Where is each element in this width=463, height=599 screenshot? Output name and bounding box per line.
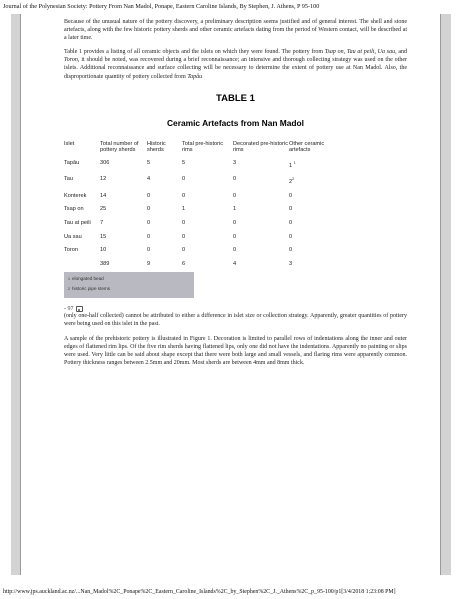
table-cell: 0 <box>289 233 293 240</box>
table-cell: 0 <box>182 192 186 199</box>
table-cell: 0 <box>233 247 237 254</box>
table-cell: 0 <box>147 247 151 254</box>
table-cell: 15 <box>100 233 107 240</box>
column-header: Historic sherds <box>147 140 166 154</box>
islet-name-toron: Toron, <box>64 57 80 64</box>
table-cell: 1 <box>182 206 186 213</box>
column-header: Total pre-historic rims <box>182 140 224 154</box>
table-cell: 0 <box>182 219 186 226</box>
article-content <box>64 18 407 373</box>
intro-paragraph: Because of the unusual nature of the pottery discovery, a preliminary description seems justified and of general interest. The shell and stone artefacts, along with the few historic pottery sherds and other ceramic artefacts dating from the period of Western contact, will be described at a later time. <box>64 19 407 42</box>
table-cell: Tapâu <box>64 159 80 166</box>
table-row <box>64 193 329 207</box>
table-row <box>64 247 329 261</box>
table-row <box>64 206 329 220</box>
page-number: - 97 <box>64 306 74 313</box>
table-cell: 0 <box>147 219 151 226</box>
table-header-row <box>64 141 329 160</box>
table-row <box>64 160 329 176</box>
table-cell: 12 <box>100 176 107 183</box>
table-cell: Toron <box>64 247 78 254</box>
table-row <box>64 234 329 248</box>
cell-value: 1 <box>289 162 293 169</box>
table-cell: 7 <box>100 219 104 226</box>
table-title: Ceramic Artefacts from Nan Madol <box>167 117 304 128</box>
table-cell <box>289 176 329 192</box>
camera-icon[interactable] <box>76 306 83 312</box>
column-header: Decorated pre-historic rims <box>233 140 289 154</box>
legend-text: elongated bead <box>72 276 104 282</box>
cell-value: 2 <box>289 179 293 186</box>
footnote-link[interactable]: 2 <box>292 177 295 182</box>
table-cell: Tau <box>64 176 74 183</box>
table-cell: 389 <box>100 260 110 267</box>
table-cell: 0 <box>233 176 237 183</box>
paragraph-text: it should be noted, was recovered during a brief reconnaissance; an intensive and thorough collecting strategy was used on the other islets. Additional reconnaissance and surface collecting will be necessary to determine the extent of pottery use at Nan Madol. Also, the disproportionate quantity of pottery collected from <box>64 57 407 80</box>
table-cell: 9 <box>147 260 151 267</box>
legend-mark: 2 <box>68 287 70 292</box>
table-cell: 4 <box>233 260 237 267</box>
continuation-paragraph: (only one-half collected) cannot be attributed to either a difference in islet size or collection strategy. Apparently, greater quantities of pottery were being used on this islet in the past. <box>64 313 407 328</box>
table-cell: 25 <box>100 206 107 213</box>
legend-text: historic pipe stems <box>72 286 111 292</box>
table-cell: 0 <box>233 233 237 240</box>
browser-print-header: Journal of the Polynesian Society: Pottery From Nan Madol, Ponape, Eastern Caroline Islands, By Stephen, J. Athens, P 95-100 <box>3 3 320 10</box>
table-cell: 0 <box>289 192 293 199</box>
table-cell: 0 <box>233 219 237 226</box>
table-cell: 5 <box>182 159 186 166</box>
table-row <box>64 220 329 234</box>
paragraph-text: Table 1 provides a listing of all ceramic objects and the islets on which they were found. The pottery from <box>64 49 325 56</box>
table-cell: Tsap on <box>64 206 84 213</box>
ceramic-artefacts-table <box>64 141 329 275</box>
table-heading: TABLE 1 <box>216 92 255 104</box>
legend-item <box>68 285 190 293</box>
legend-item <box>68 275 190 283</box>
table-cell: 5 <box>147 159 151 166</box>
table-row <box>64 176 329 192</box>
table-footnote-legend <box>64 272 194 298</box>
table-cell: 3 <box>233 159 237 166</box>
table-cell: 4 <box>147 176 151 183</box>
table-cell: 0 <box>182 233 186 240</box>
table-cell: 10 <box>100 247 107 254</box>
table-cell: 0 <box>147 206 151 213</box>
table-cell: 0 <box>233 192 237 199</box>
table-cell <box>289 160 329 176</box>
table-cell: 1 <box>233 206 237 213</box>
table-cell: 0 <box>289 247 293 254</box>
table-cell: 0 <box>182 176 186 183</box>
table-description-paragraph <box>64 48 407 80</box>
column-header: Other ceramic artefacts <box>289 140 325 154</box>
page-frame <box>11 14 451 575</box>
table-cell: 0 <box>289 219 293 226</box>
table-cell: 14 <box>100 192 107 199</box>
table-cell: Konterek <box>64 192 87 199</box>
paragraph-text: and <box>396 49 407 56</box>
table-cell: Ua sau <box>64 233 82 240</box>
table-cell: 3 <box>289 260 293 267</box>
column-header: Islet <box>64 140 75 147</box>
legend-mark: 1 <box>68 277 70 282</box>
browser-print-footer: http://www.jps.auckland.ac.nz/...Nan_Madol%2C_Ponape%2C_Eastern_Caroline_Islands%2C_by_Stephen%2C_J._Athens%2C_p_95-100/p1[3/4/2018 1:23:08 PM] <box>3 589 396 595</box>
footnote-link[interactable]: 1 <box>293 160 296 165</box>
table-cell: 0 <box>289 206 293 213</box>
table-cell: 6 <box>182 260 186 267</box>
islet-names: Tsap on, Tau at peili, Ua sau, <box>324 49 397 56</box>
table-cell: 0 <box>147 233 151 240</box>
table-cell: 306 <box>100 159 110 166</box>
pottery-description-paragraph: A sample of the prehistoric pottery is illustrated in Figure 1. Decoration is limited to parallel rows of indentations along the inner and outer edges of flattened rim lips. Of the five rim sherds having flattened lips, only one did not have the indentations. Apparently no painting or slips were used. Very little can be said about shape except that there were both large and small vessels, and flaring rims were apparently common. Pottery thickness ranges between 2.5mm and 20mm. Most sherds are between 4mm and 8mm thick. <box>64 335 407 366</box>
table-cell: 0 <box>182 247 186 254</box>
column-header: Total number of pottery sherds <box>100 140 139 154</box>
table-cell: 0 <box>147 192 151 199</box>
document-page <box>20 14 441 575</box>
islet-name-tapau: Tapâu <box>187 73 203 80</box>
table-cell: Tau at peili <box>64 219 91 226</box>
